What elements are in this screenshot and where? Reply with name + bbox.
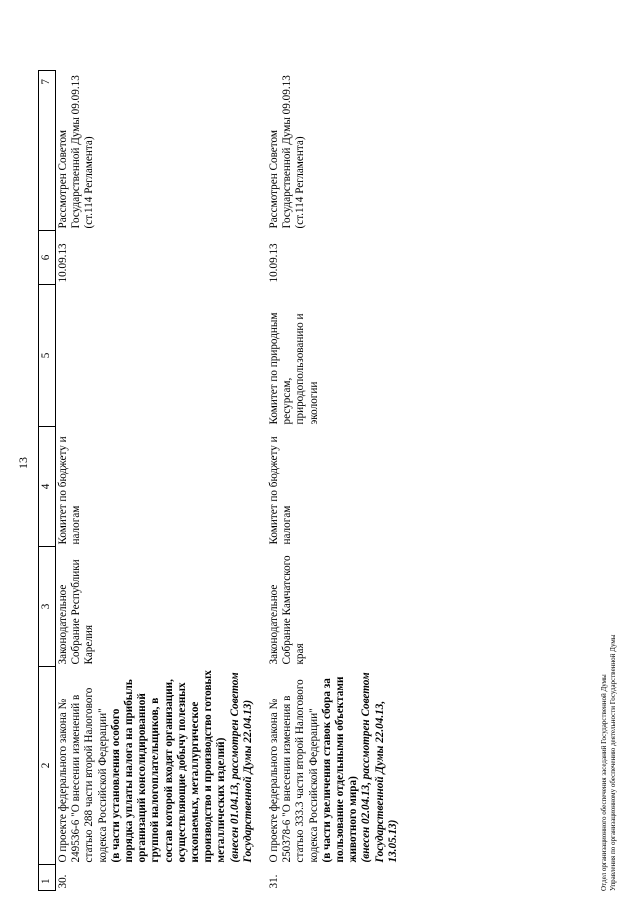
- column-header-row: [39, 71, 56, 891]
- status: Рассмотрен Советом Государственной Думы 09.09.13 (ст.114 Регламента): [268, 75, 307, 229]
- col-header-3: 3: [39, 547, 56, 667]
- agenda-table: [38, 70, 401, 891]
- bill-note: (внесен 01.04.13, рассмотрен Советом Государственной Думы 22.04.13): [228, 672, 254, 863]
- page-number: 13: [16, 457, 30, 469]
- row-number: 31.: [268, 874, 281, 889]
- bill-title: О проекте федерального закона № 250378-6 "О внесении изменения в статью 333.3 части второй Налогового кодекса Российской Федерации": [268, 679, 320, 863]
- initiator: Законодательное Собрание Камчатского края: [268, 555, 307, 665]
- bill-detail: (в части увеличения ставок сбора за пользование отдельными объектами животного мира): [320, 676, 360, 863]
- bill-title: О проекте федерального закона № 249536-6 "О внесении изменений в статью 288 части второй Налогового кодекса Российской Федерации": [57, 687, 109, 863]
- initiator: Законодательное Собрание Республики Карелия: [57, 559, 96, 665]
- bill-note: (внесен 02.04.13, рассмотрен Советом Государственной Думы 22.04.13, 13.05.13): [360, 672, 399, 863]
- co-committee: [56, 285, 257, 427]
- table-row: [256, 71, 401, 891]
- row-number: 30.: [57, 874, 69, 889]
- col-header-5: 5: [39, 285, 56, 427]
- table-row: [56, 71, 257, 891]
- col-header-4: 4: [39, 427, 56, 547]
- status: Рассмотрен Советом Государственной Думы 09.09.13 (ст.114 Регламента): [57, 75, 96, 229]
- col-header-2: 2: [39, 667, 56, 865]
- footer: [600, 635, 618, 891]
- co-committee: Комитет по природным ресурсам, природопользованию и экологии: [268, 312, 320, 425]
- footer-line-2: Управления по организационному обеспечению деятельности Государственной Думы: [609, 634, 617, 891]
- committee: Комитет по бюджету и налогам: [57, 436, 83, 545]
- footer-line-1: Отдел организационного обеспечения заседаний Государственной Думы: [600, 674, 608, 891]
- bill-cell: [56, 667, 257, 865]
- col-header-6: 6: [39, 231, 56, 285]
- col-header-1: 1: [39, 865, 56, 891]
- committee: Комитет по бюджету и налогам: [268, 436, 294, 545]
- bill-cell: [256, 667, 401, 865]
- date: 10.09.13: [57, 243, 69, 283]
- bill-detail: (в части установления особого порядка уплаты налога на прибыль организаций консолидированной группой налогоплательщиков, в состав которой входят организации, осуществляющие добычу полезных ископаемых, металлургическое производство и производство готовых металлических изделий): [109, 670, 228, 863]
- date: 10.09.13: [268, 243, 281, 283]
- col-header-7: 7: [39, 71, 56, 231]
